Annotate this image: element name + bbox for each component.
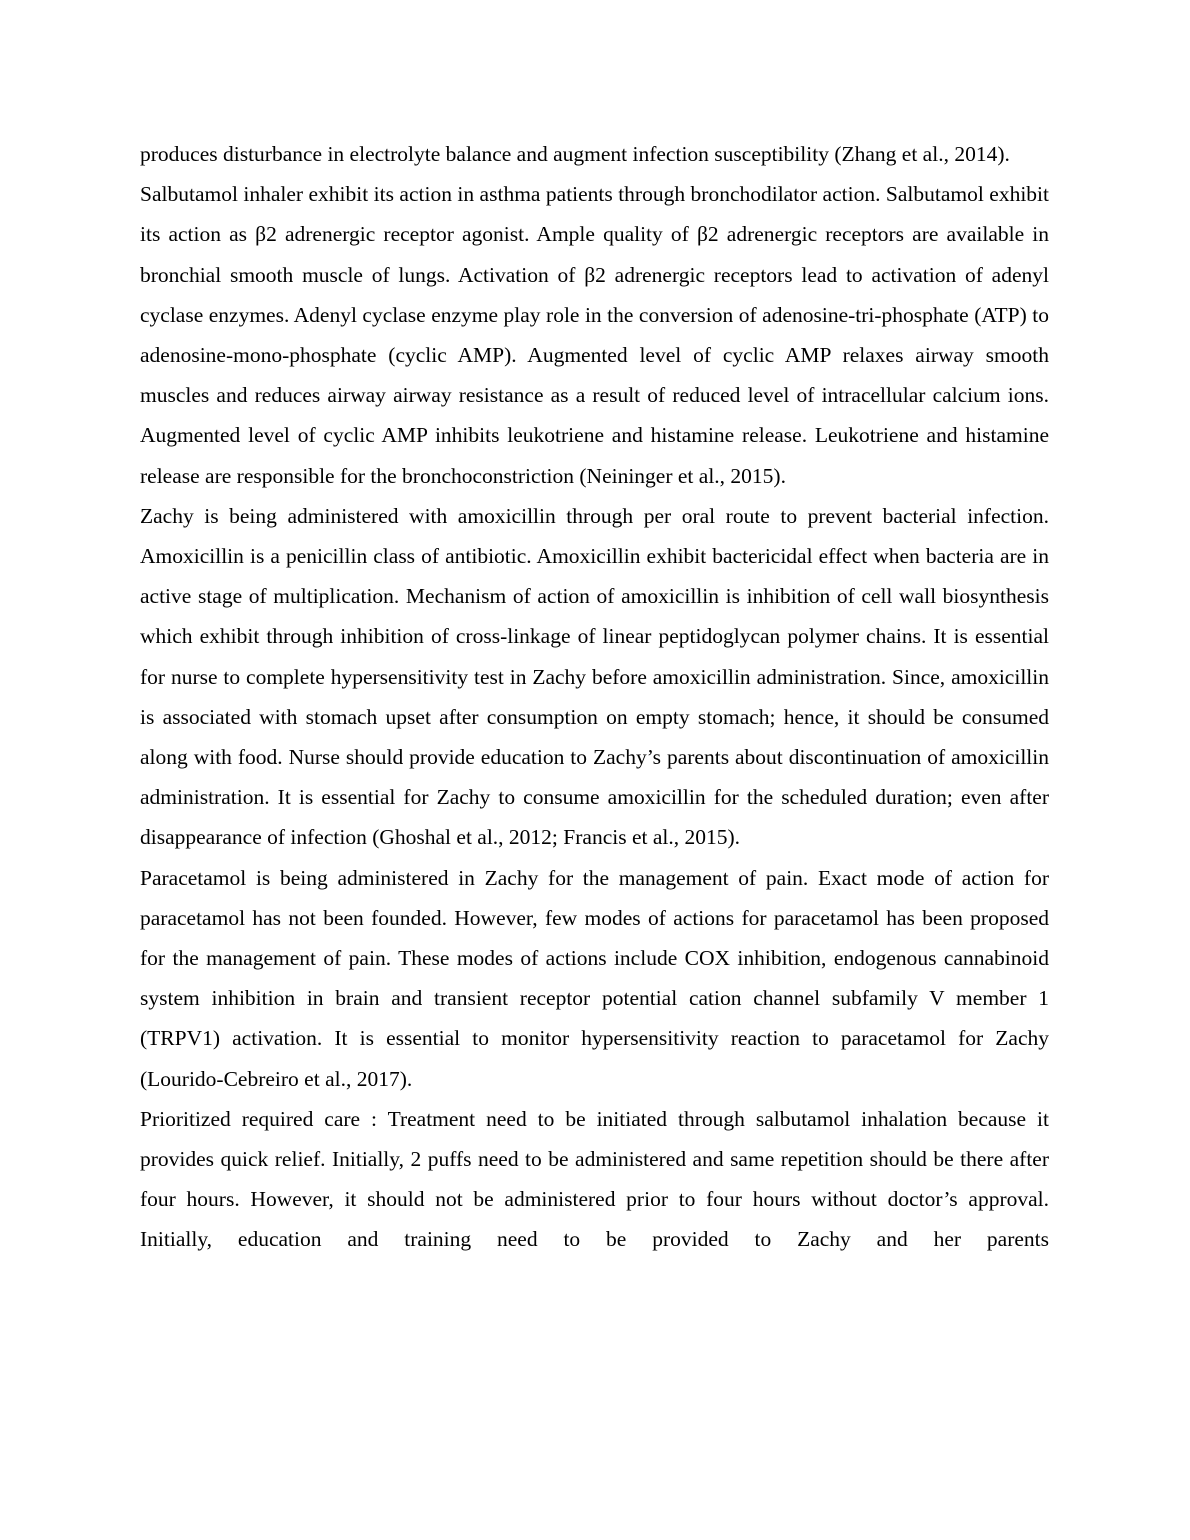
paragraph-paracetamol: Paracetamol is being administered in Zachy for the management of pain. Exact mode of action for paracetamol has not been founded. However, few modes of actions for paracetamol has been proposed for the management of pain. These modes of actions include COX inhibition, endogenous cannabinoid system inhibition in brain and transient receptor potential cation channel subfamily V member 1 (TRPV1) activation. It is essential to monitor hypersensitivity reaction to paracetamol for Zachy (Lourido-Cebreiro et al., 2017). <box>140 865 1049 1091</box>
paragraph-amoxicillin: Zachy is being administered with amoxicillin through per oral route to prevent bacterial infection. Amoxicillin is a penicillin class of antibiotic. Amoxicillin exhibit bactericidal effect when bacteria are in active stage of multiplication. Mechanism of action of amoxicillin is inhibition of cell wall biosynthesis which exhibit through inhibition of cross-linkage of linear peptidoglycan polymer chains. It is essential for nurse to complete hypersensitivity test in Zachy before amoxicillin administration. Since, amoxicillin is associated with stomach upset after consumption on empty stomach; hence, it should be consumed along with food. Nurse should provide education to Zachy’s parents about discontinuation of amoxicillin administration. It is essential for Zachy to consume amoxicillin for the scheduled duration; even after disappearance of infection (Ghoshal et al., 2012; Francis et al., 2015). <box>140 503 1049 850</box>
paragraph-prioritized-care: Prioritized required care : Treatment need to be initiated through salbutamol inhalation because it provides quick relief. Initially, 2 puffs need to be administered and same repetition should be there after four hours. However, it should not be administered prior to four hours without doctor’s approval. Initially, education and training need to be provided to Zachy and her parents <box>140 1106 1049 1252</box>
paragraph-electrolyte-balance: produces disturbance in electrolyte balance and augment infection susceptibility (Zhang et al., 2014). <box>140 142 1010 166</box>
document-body <box>140 134 1049 1260</box>
paragraph-salbutamol-action: Salbutamol inhaler exhibit its action in asthma patients through bronchodilator action. Salbutamol exhibit its action as β2 adrenergic receptor agonist. Ample quality of β2 adrenergic receptors are available in bronchial smooth muscle of lungs. Activation of β2 adrenergic receptors lead to activation of adenyl cyclase enzymes. Adenyl cyclase enzyme play role in the conversion of adenosine-tri-phosphate (ATP) to adenosine-mono-phosphate (cyclic AMP). Augmented level of cyclic AMP relaxes airway smooth muscles and reduces airway airway resistance as a result of reduced level of intracellular calcium ions. Augmented level of cyclic AMP inhibits leukotriene and histamine release. Leukotriene and histamine release are responsible for the bronchoconstriction (Neininger et al., 2015). <box>140 182 1049 488</box>
